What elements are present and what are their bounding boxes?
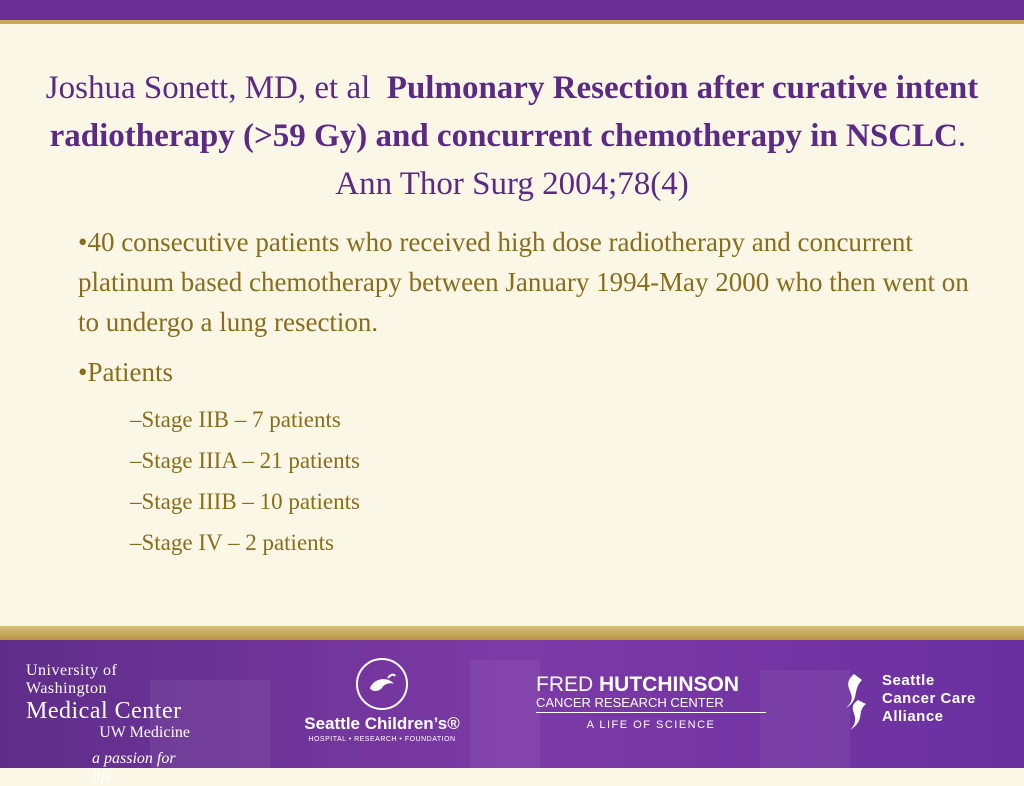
scca-line2: Cancer Care [882,690,976,707]
bullet-patients: •Patients [78,357,173,387]
slide-body [78,222,978,556]
fred-hutchinson-logo [536,674,766,731]
footer-gold-band [0,626,1024,640]
fred-hutch-name-b: HUTCHINSON [599,673,740,696]
fred-hutch-name-a: FRED [536,673,594,696]
slide-title: Joshua Sonett, MD, et al Pulmonary Resection after curative intent radiotherapy (>59 Gy) and concurrent chemotherapy in NSCLC. Ann Thor Surg 2004;78(4) [45,70,979,202]
fred-hutch-name [536,674,766,696]
top-gold-line [0,20,1024,24]
whale-icon [356,658,408,710]
title-article: Pulmonary Resection after curative intent radiotherapy (>59 Gy) and concurrent chemotherapy in NSCLC [49,70,979,154]
flame-icon [832,672,872,732]
uw-line2: Medical Center [26,698,182,724]
uw-line1: University of Washington [26,662,118,697]
seattle-childrens-logo [292,658,472,743]
stage-item: –Stage IIIA – 21 patients [130,448,360,473]
scca-line3: Alliance [882,708,944,725]
fred-hutch-tagline: A LIFE OF SCIENCE [586,719,716,731]
uw-tagline: a passion for life [92,750,176,785]
stage-list [78,407,978,556]
background-building [470,660,540,770]
top-purple-bar [0,0,1024,20]
stage-item: –Stage IIB – 7 patients [130,407,341,432]
bullet-patients-cohort: •40 consecutive patients who received high dose radiotherapy and concurrent platinum based chemotherapy between January 1994-May 2000 who then went on to undergo a lung resection. [78,227,969,337]
stage-item: –Stage IIIB – 10 patients [130,489,360,514]
title-citation: Ann Thor Surg 2004;78(4) [335,166,689,202]
uw-line3: UW Medicine [99,724,190,741]
scca-line1: Seattle [882,672,935,689]
scca-name [882,672,976,726]
title-author: Joshua Sonett, MD, et al [45,70,371,106]
fred-hutch-line2: CANCER RESEARCH CENTER [536,696,766,713]
footer-banner [0,640,1024,785]
uw-medicine-logo [26,662,196,786]
stage-item: –Stage IV – 2 patients [130,530,334,555]
seattle-childrens-tagline: HOSPITAL • RESEARCH • FOUNDATION [308,736,456,743]
seattle-childrens-name: Seattle Children’s® [304,714,460,733]
